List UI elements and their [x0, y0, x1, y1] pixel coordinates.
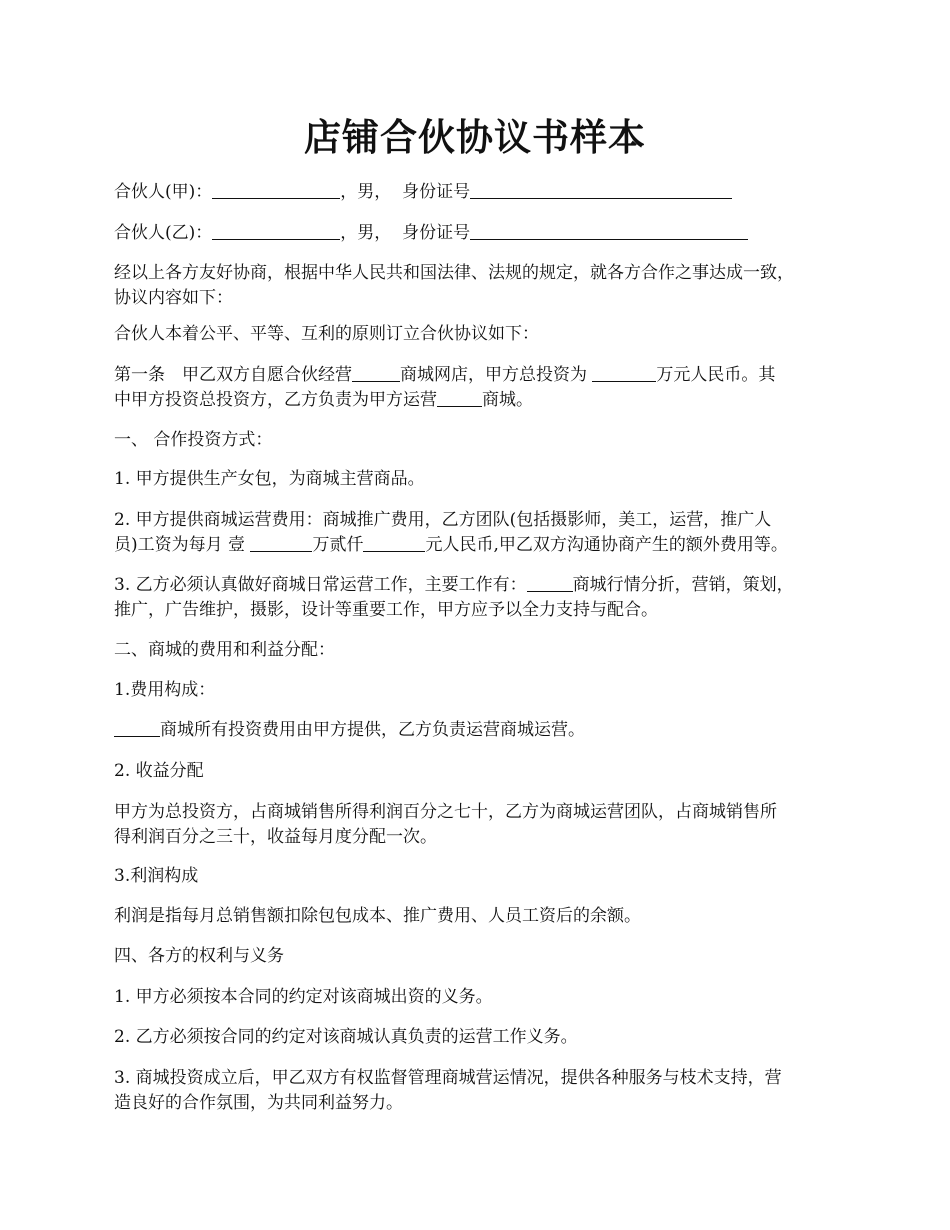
item2-2-text-line-1: 甲方为总投资方，占商城销售所得利润百分之七十，乙方为商城运营团队，占商城销售所: [114, 802, 777, 822]
item2-1-text: 商城所有投资费用由甲方提供，乙方负责运营商城运营。: [160, 720, 585, 740]
item1-3-line-1: [114, 573, 849, 598]
article1-text-e: 商城。: [482, 390, 533, 410]
item1-3-text-b: 商城行情分折，营销，策划，: [572, 575, 794, 595]
item2-3-heading: 3.利润构成: [114, 866, 199, 886]
section1-heading: 一、 合作投资方式：: [114, 430, 273, 450]
item4-3-line-1: 3. 商城投资成立后，甲乙双方有权监督管理商城营运情况，提供各种服务与枝术支持，营: [114, 1068, 782, 1088]
item1-3-blank: [527, 573, 573, 592]
partner-a-id-blank: [470, 180, 732, 199]
item2-1-blank: [114, 718, 160, 737]
item2-1-heading: 1.费用构成：: [114, 680, 216, 700]
item1-2-blank-2: [363, 533, 425, 552]
article1-line-2: [114, 388, 849, 413]
article1-text-b: 商城网店，甲方总投资为: [400, 365, 587, 385]
item2-1-text-line: [114, 718, 849, 743]
section4-heading: 四、各方的权利与义务: [114, 946, 284, 966]
item1-2-text-b: 万贰仟: [312, 535, 364, 555]
article1-blank-1: [352, 363, 400, 382]
item2-2-text-line-2: 得利润百分之三十，收益每月度分配一次。: [114, 827, 437, 847]
item1-3-line-2: 推广，广告维护，摄影，设计等重要工作，甲方应予以全力支持与配合。: [114, 600, 658, 620]
partner-a-gender: ，男，: [340, 182, 392, 202]
partner-b-label: 合伙人(乙)：: [114, 223, 213, 243]
article1-line-1: [114, 363, 849, 388]
partner-b-id-label: 身份证号: [402, 223, 471, 243]
partner-b-gender: ，男，: [340, 223, 392, 243]
partner-a-id-label: 身份证号: [402, 182, 471, 202]
item2-2-heading: 2. 收益分配: [114, 761, 204, 781]
item1-3-text-a: 3. 乙方必须认真做好商城日常运营工作，主要工作有：: [114, 575, 527, 595]
document-title: 店铺合伙协议书样本: [304, 115, 646, 159]
article1-blank-2: [592, 363, 656, 382]
item1-1: 1. 甲方提供生产女包，为商城主营商品。: [114, 469, 425, 489]
section2-heading: 二、商城的费用和利益分配：: [114, 640, 335, 660]
partner-a-name-blank: [212, 180, 340, 199]
item1-2-line-1: 2. 甲方提供商城运营费用：商城推广费用，乙方团队(包括摄影师，美工，运营，推广人: [114, 510, 772, 530]
article1-text-c: 万元人民币。其: [656, 365, 776, 385]
article1-blank-3: [437, 388, 482, 407]
partner-b-name-blank: [212, 221, 340, 240]
principle-paragraph: 合伙人本着公平、平等、互利的原则订立合伙协议如下：: [114, 324, 539, 344]
article1-text-d: 中甲方投资总投资方，乙方负责为甲方运营: [114, 390, 437, 410]
item4-3-line-2: 造良好的合作氛围，为共同利益努力。: [114, 1093, 403, 1113]
item4-1: 1. 甲方必须按本合同的约定对该商城出资的义务。: [114, 987, 493, 1007]
item4-2: 2. 乙方必须按合同的约定对该商城认真负责的运营工作义务。: [114, 1027, 578, 1047]
item2-3-text: 利润是指每月总销售额扣除包包成本、推广费用、人员工资后的余额。: [114, 906, 641, 926]
item1-2-line-2: [114, 533, 849, 558]
intro-line-2: 协议内容如下：: [114, 288, 233, 308]
partner-a-line: [114, 180, 849, 205]
item1-2-blank-1: [250, 533, 312, 552]
article1-text-a: 第一条 甲乙双方自愿合伙经营: [114, 365, 352, 385]
item1-2-text-c: 元人民币,甲乙双方沟通协商产生的额外费用等。: [425, 535, 788, 555]
item1-2-text-a: 员)工资为每月 壹: [114, 535, 246, 555]
partner-b-id-blank: [470, 221, 748, 240]
partner-b-line: [114, 221, 849, 246]
partner-a-label: 合伙人(甲)：: [114, 182, 213, 202]
intro-line-1: 经以上各方友好协商，根据中华人民共和国法律、法规的规定，就各方合作之事达成一致，: [114, 263, 794, 283]
